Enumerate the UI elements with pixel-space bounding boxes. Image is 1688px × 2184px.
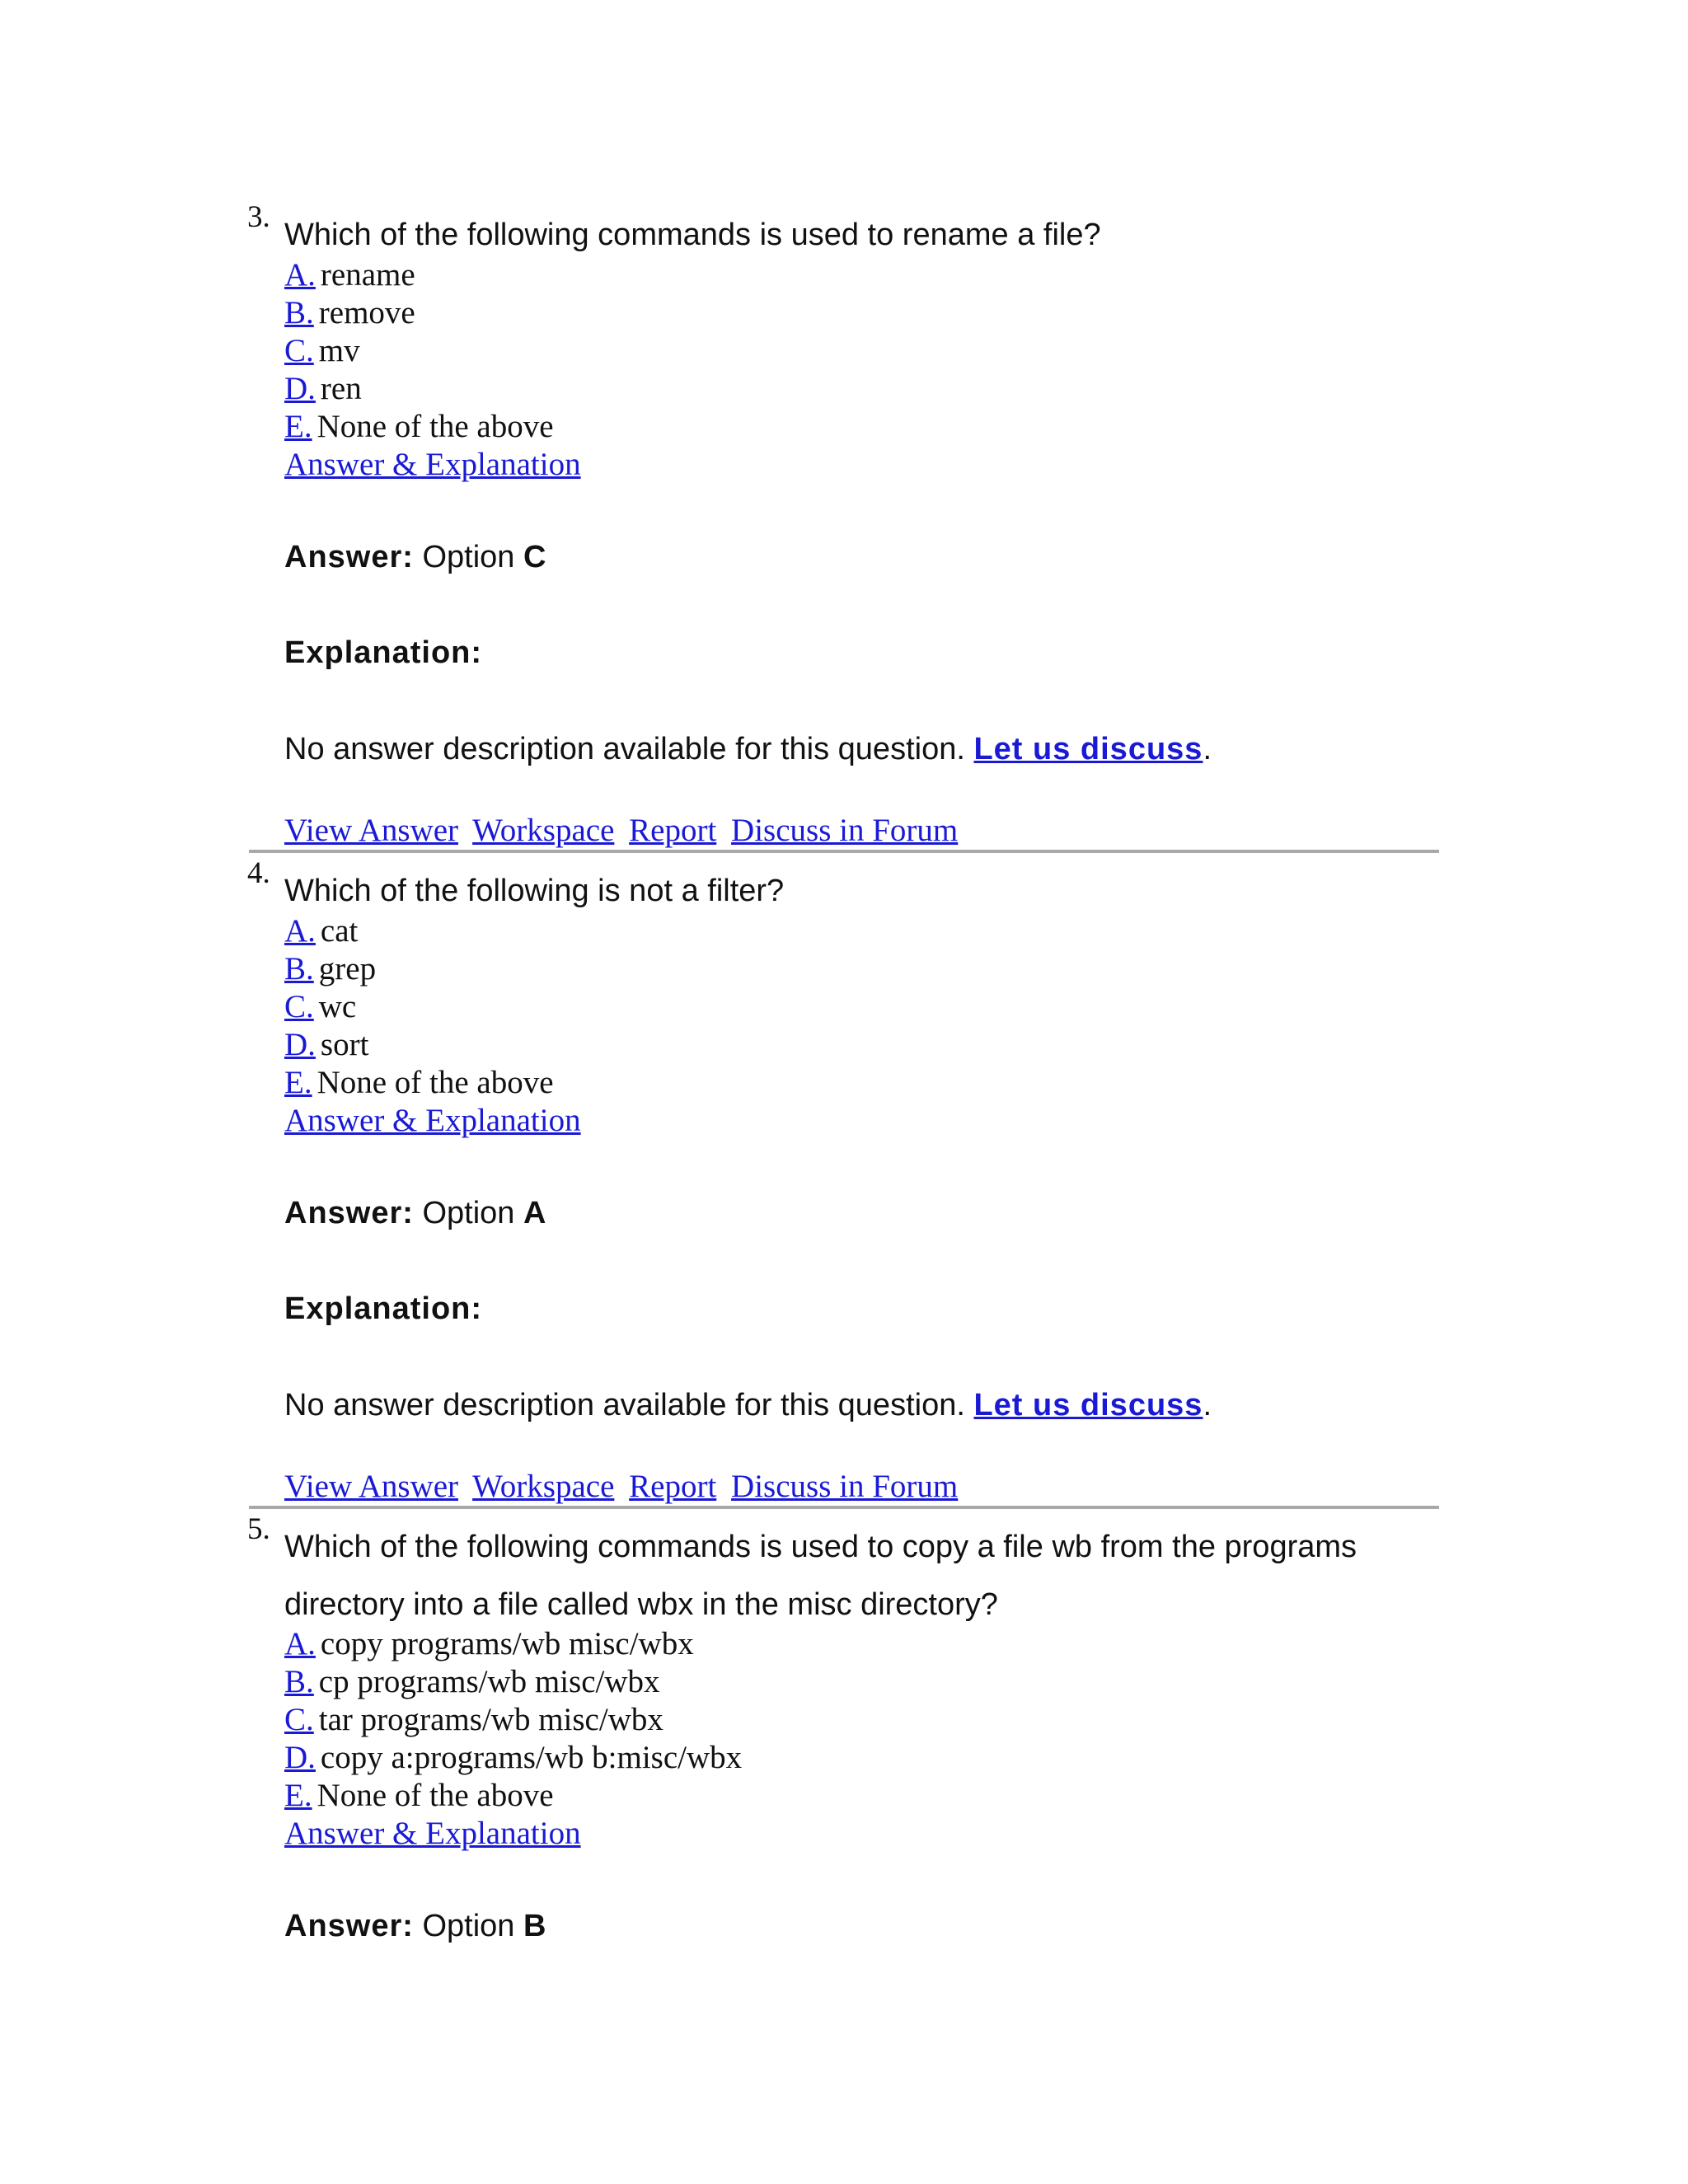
- option-d-link[interactable]: D.: [284, 1740, 316, 1775]
- option-d: [284, 370, 581, 408]
- answer-line: [284, 540, 546, 575]
- option-text: sort: [320, 1027, 369, 1062]
- option-c: [284, 332, 581, 370]
- option-text: remove: [318, 295, 415, 330]
- option-c: [284, 988, 581, 1026]
- explanation-body: [284, 732, 1212, 767]
- answer-prefix: Option: [422, 1909, 515, 1943]
- option-a: [284, 256, 581, 294]
- options-list: [284, 912, 581, 1140]
- explanation-body: [284, 1388, 1212, 1423]
- question-text-line-2: directory into a file called wbx in the misc directory?: [284, 1587, 998, 1622]
- option-c: [284, 1701, 742, 1739]
- explanation-heading: Explanation:: [284, 635, 483, 670]
- option-d: [284, 1026, 581, 1064]
- option-e: [284, 408, 581, 446]
- option-a: [284, 912, 581, 950]
- view-answer-link[interactable]: View Answer: [284, 1469, 459, 1504]
- workspace-link[interactable]: Workspace: [472, 813, 615, 848]
- question-number: 4.: [247, 856, 270, 890]
- option-c-link[interactable]: C.: [284, 1702, 314, 1737]
- option-d-link[interactable]: D.: [284, 1027, 316, 1062]
- workspace-link[interactable]: Workspace: [472, 1469, 615, 1504]
- let-us-discuss-link[interactable]: Let us discuss: [973, 732, 1203, 766]
- answer-explanation-link[interactable]: Answer & Explanation: [284, 1816, 581, 1851]
- question-footer-links: [284, 812, 964, 849]
- option-c-link[interactable]: C.: [284, 333, 314, 368]
- report-link[interactable]: Report: [629, 813, 717, 848]
- answer-label: Answer:: [284, 1196, 414, 1230]
- option-text: wc: [318, 989, 357, 1024]
- option-e: [284, 1064, 581, 1102]
- answer-label: Answer:: [284, 540, 414, 574]
- question-text: [284, 1518, 1438, 1633]
- option-b: [284, 294, 581, 332]
- explanation-heading: Explanation:: [284, 1291, 483, 1326]
- question-text: Which of the following commands is used to rename a file?: [284, 218, 1101, 252]
- option-e: [284, 1777, 742, 1815]
- option-b-link[interactable]: B.: [284, 951, 314, 987]
- option-e-link[interactable]: E.: [284, 1065, 312, 1100]
- option-text: tar programs/wb misc/wbx: [318, 1702, 663, 1737]
- question-text-line-1: Which of the following commands is used to copy a file wb from the programs: [284, 1530, 1357, 1564]
- option-a: [284, 1625, 742, 1663]
- discuss-suffix: .: [1203, 732, 1212, 766]
- answer-value: A: [523, 1196, 546, 1230]
- option-text: None of the above: [316, 409, 554, 444]
- option-b-link[interactable]: B.: [284, 1664, 314, 1699]
- answer-line: [284, 1196, 546, 1231]
- option-a-link[interactable]: A.: [284, 913, 316, 949]
- question-footer-links: [284, 1468, 964, 1505]
- report-link[interactable]: Report: [629, 1469, 717, 1504]
- discuss-in-forum-link[interactable]: Discuss in Forum: [731, 813, 959, 848]
- discuss-in-forum-link[interactable]: Discuss in Forum: [731, 1469, 959, 1504]
- answer-explanation-row: [284, 446, 581, 484]
- option-text: None of the above: [316, 1065, 554, 1100]
- discuss-suffix: .: [1203, 1388, 1212, 1422]
- option-text: grep: [318, 951, 377, 987]
- option-text: rename: [320, 257, 415, 293]
- option-a-link[interactable]: A.: [284, 1626, 316, 1661]
- option-a-link[interactable]: A.: [284, 257, 316, 293]
- option-c-link[interactable]: C.: [284, 989, 314, 1024]
- answer-explanation-link[interactable]: Answer & Explanation: [284, 447, 581, 482]
- question-number: 3.: [247, 200, 270, 234]
- option-text: cp programs/wb misc/wbx: [318, 1664, 660, 1699]
- option-d: [284, 1739, 742, 1777]
- question-number: 5.: [247, 1512, 270, 1546]
- let-us-discuss-link[interactable]: Let us discuss: [973, 1388, 1203, 1422]
- answer-label: Answer:: [284, 1909, 414, 1943]
- option-text: ren: [320, 371, 362, 406]
- answer-prefix: Option: [422, 540, 515, 574]
- option-text: None of the above: [316, 1778, 554, 1813]
- answer-explanation-row: [284, 1102, 581, 1140]
- view-answer-link[interactable]: View Answer: [284, 813, 459, 848]
- options-list: [284, 256, 581, 484]
- option-text: copy programs/wb misc/wbx: [320, 1626, 694, 1661]
- divider: [249, 1506, 1439, 1509]
- divider: [249, 850, 1439, 853]
- option-d-link[interactable]: D.: [284, 371, 316, 406]
- answer-prefix: Option: [422, 1196, 515, 1230]
- option-text: mv: [318, 333, 360, 368]
- option-b: [284, 1663, 742, 1701]
- answer-explanation-row: [284, 1815, 742, 1853]
- option-text: copy a:programs/wb b:misc/wbx: [320, 1740, 743, 1775]
- answer-value: C: [523, 540, 546, 574]
- option-b: [284, 950, 581, 988]
- question-text: Which of the following is not a filter?: [284, 874, 785, 908]
- answer-explanation-link[interactable]: Answer & Explanation: [284, 1103, 581, 1138]
- explanation-text: No answer description available for this question.: [284, 1388, 965, 1422]
- option-e-link[interactable]: E.: [284, 1778, 312, 1813]
- options-list: [284, 1625, 742, 1853]
- answer-line: [284, 1909, 546, 1944]
- option-b-link[interactable]: B.: [284, 295, 314, 330]
- option-e-link[interactable]: E.: [284, 409, 312, 444]
- explanation-text: No answer description available for this question.: [284, 732, 965, 766]
- answer-value: B: [523, 1909, 546, 1943]
- option-text: cat: [320, 913, 359, 949]
